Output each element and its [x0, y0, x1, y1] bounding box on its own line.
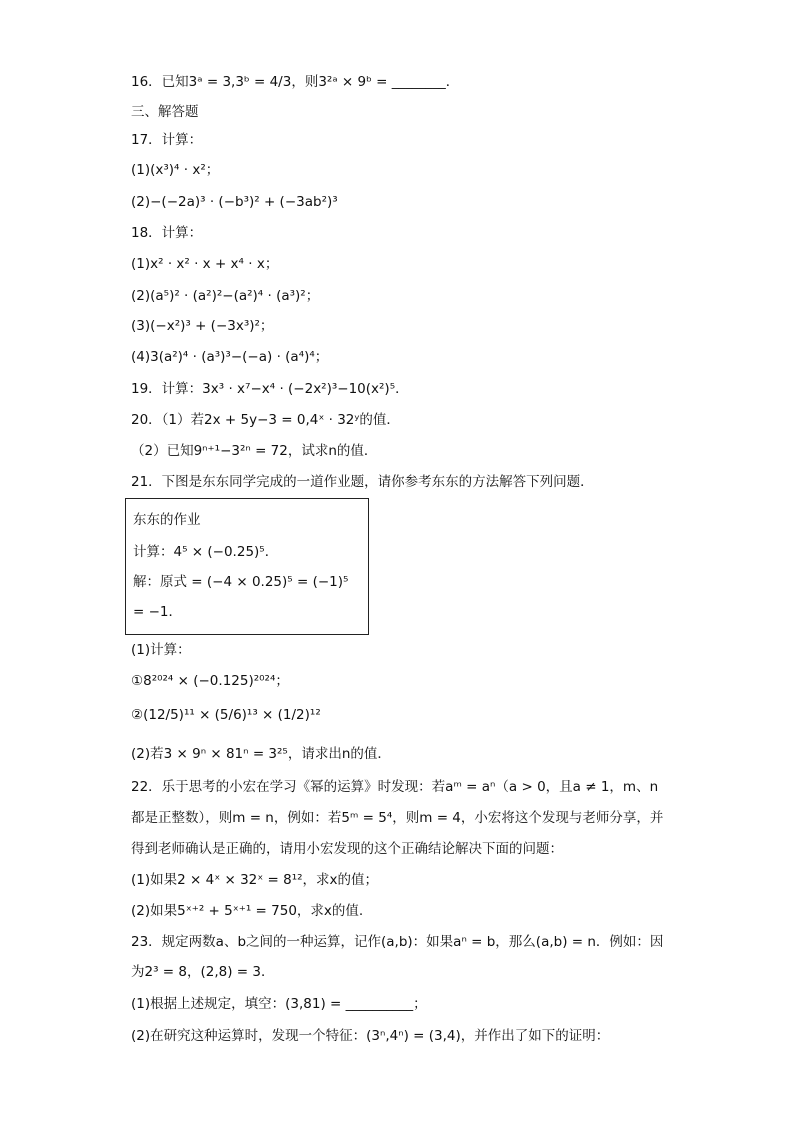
question-21-1-b: ②(12/5)¹¹ × (5/6)¹³ × (1/2)¹² [131, 707, 321, 723]
question-18-3: (3)(−x²)³ + (−3x³)²； [131, 318, 274, 334]
question-22-2: (2)如果5ˣ⁺² + 5ˣ⁺¹ = 750，求x的值. [131, 903, 364, 919]
question-22-line1: 22．乐于思考的小宏在学习《幂的运算》时发现：若aᵐ = aⁿ（a > 0，且a ≠ 1，m、n [131, 779, 659, 795]
question-20-2: （2）已知9ⁿ⁺¹−3²ⁿ = 72，试求n的值． [131, 443, 378, 459]
question-18: 18．计算： [131, 225, 203, 241]
box-title: 东东的作业 [133, 512, 201, 528]
question-18-4: (4)3(a²)⁴ · (a³)³−(−a) · (a⁴)⁴； [131, 349, 329, 365]
question-17-1: (1)(x³)⁴ · x²； [131, 162, 220, 178]
question-21-2: (2)若3 × 9ⁿ × 81ⁿ = 3²⁵，请求出n的值． [131, 746, 391, 762]
box-solution: 解：原式 = (−4 × 0.25)⁵ = (−1)⁵ [133, 574, 349, 590]
question-19: 19．计算：3x³ · x⁷−x⁴ · (−2x²)³−10(x²)⁵． [131, 381, 409, 397]
question-22-1: (1)如果2 × 4ˣ × 32ˣ = 8¹²，求x的值； [131, 872, 379, 888]
box-result: = −1． [133, 604, 183, 620]
question-23-1: (1)根据上述规定，填空：(3,81) = __________； [131, 996, 427, 1012]
question-21-1-a: ①8²⁰²⁴ × (−0.125)²⁰²⁴； [131, 673, 289, 689]
question-22-line3: 得到老师确认是正确的，请用小宏发现的这个正确结论解决下面的问题： [131, 841, 563, 857]
question-16: 16．已知3ᵃ = 3,3ᵇ = 4/3，则3²ᵃ × 9ᵇ = ________． [131, 74, 460, 90]
question-17: 17．计算： [131, 132, 203, 148]
question-18-2: (2)(a⁵)² · (a²)²−(a²)⁴ · (a³)²； [131, 288, 320, 304]
question-23-2: (2)在研究这种运算时，发现一个特征：(3ⁿ,4ⁿ) = (3,4)，并作出了如下的证明： [131, 1028, 610, 1044]
question-18-1: (1)x² · x² · x + x⁴ · x； [131, 256, 279, 272]
question-21: 21．下图是东东同学完成的一道作业题，请你参考东东的方法解答下列问题． [131, 474, 594, 490]
question-17-2: (2)−(−2a)³ · (−b³)² + (−3ab²)³ [131, 194, 338, 210]
question-23-line1: 23．规定两数a、b之间的一种运算，记作(a,b)：如果aⁿ = b，那么(a,b) = n．例如：因 [131, 934, 664, 950]
question-23-line2: 为2³ = 8，(2,8) = 3． [131, 964, 275, 980]
homework-box [125, 498, 369, 635]
question-22-line2: 都是正整数），则m = n，例如：若5ᵐ = 5⁴，则m = 4，小宏将这个发现与老师分享，并 [131, 810, 664, 826]
question-21-1: (1)计算： [131, 642, 191, 658]
question-20-1: 20．（1）若2x + 5y−3 = 0,4ˣ · 32ʸ的值． [131, 412, 400, 428]
section-heading: 三、解答题 [131, 104, 199, 120]
box-problem: 计算：4⁵ × (−0.25)⁵． [133, 544, 279, 560]
